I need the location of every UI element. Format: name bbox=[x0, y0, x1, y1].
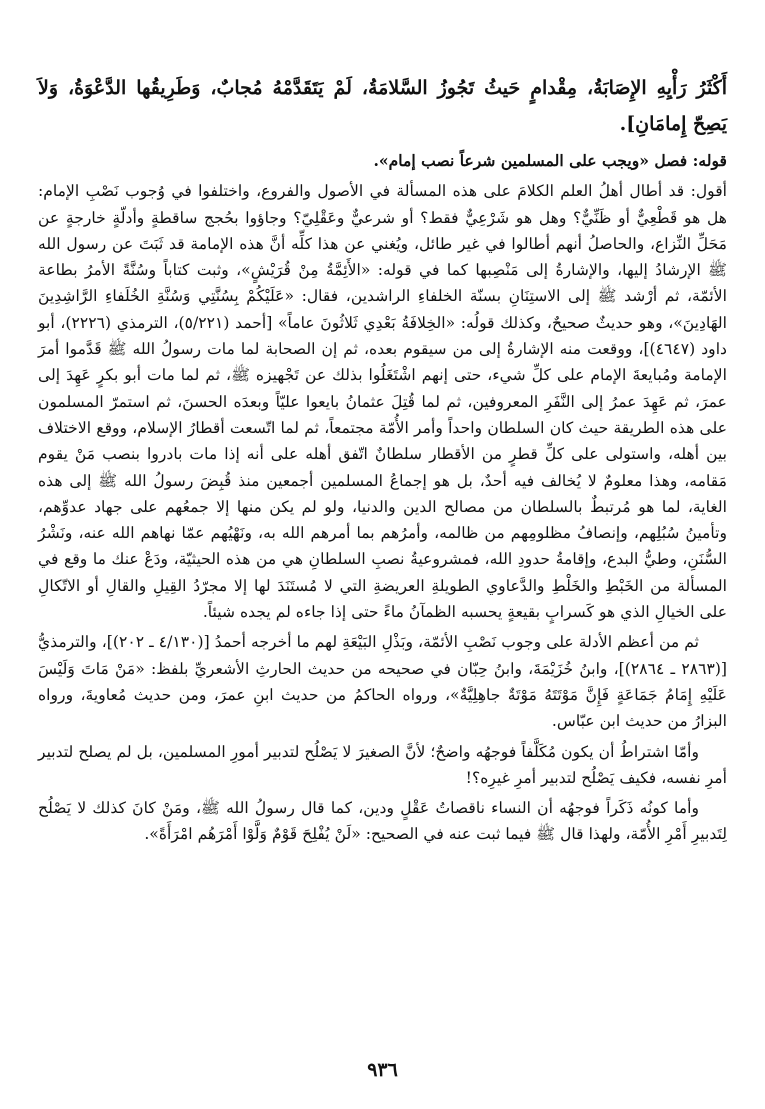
body-paragraph-main: أقول: قد أطال أهلُ العلم الكلامَ على هذه المسألة في الأصول والفروع، واختلفوا في وُجوب نَصْبِ الإمام: هل هو قَطْعِيٌّ أو ظَنِّيٌّ؟ وهل هو شَرْعِيٌّ فقط؟ أو شرعيٌّ وعَقْلِيّ؟ وجاؤوا بحُجج ساقطةٍ وأدلّةٍ خارجةٍ عن مَحَلِّ النِّزاع، والحاصلُ أنهم أطالوا في غير طائل، ويُغني عن هذا كلِّه أنَّ هذه الإمامة قد ثَبَتَ عن رسول الله ﷺ الإرشادُ إليها، والإشارةُ إلى مَنْصِبها كما في قوله: «الأَئِمَّةُ مِنْ قُرَيْشٍ»، وثبت كتاباً وسُنَّةً الأمرُ بطاعة الأئمّة، ثم أرْشد ﷺ إلى الاستِنَانِ بسنّة الخلفاءِ الراشدين، فقال: «عَلَيْكُمْ بِسُنَّتِي وَسُنَّةِ الخُلَفاءِ الرَّاشِدِينَ الهَادِينَ»، وهو حديثٌ صحيحٌ، وكذلك قولُه: «الخِلافَةُ بَعْدِي ثَلاثُونَ عاماً» [أحمد (٥/٢٢١)، الترمذي (٢٢٢٦)، أبو داود (٤٦٤٧)]، ووقعت منه الإشارةُ إلى من سيقوم بعده، ثم إن الصحابة لما مات رسولُ الله ﷺ قَدَّموا أمرَ الإمامة ومُبايعةَ الإمام على كلِّ شيء، حتى إنهم اشْتَغَلُوا بذلك عن تَجْهيزه ﷺ، ثم لما مات أبو بكرٍ عَهِدَ إلى عمرَ، ثم عَهِدَ عمرُ إلى النَّفَرِ المعروفين، ثم لما قُتِلَ عثمانُ بايعوا عليّاً وبعدَه الحسنَ، ثم استمرّ المسلمون على هذه الطريقة حيث كان السلطان واحداً وأمر الأُمّة مجتمعاً، ثم لما اتّسعت أقطارُ الإسلام، ووقع الاختلاف بين أهله، واستولى على كلِّ قطرٍ من الأقطار سلطانٌ اتّفق أهله على أنه إذا مات بادروا بنصب مَنْ يقوم مَقامه، وهذا معلومٌ لا يُخالف فيه أحدٌ، بل هو إجماعُ المسلمين أجمعين منذ قُبِضَ رسولُ الله ﷺ إلى هذه الغاية، لما هو مُرتبطٌ بالسلطان من مصالح الدين والدنيا، ولو لم يكن منها إلا جمعُهم على جهاد عدوِّهم، وتأمينُ سُبُلِهم، وإنصافُ مظلومِهم من ظالمه، وأمرُهم بما أمرهم الله به، ونَهْيُهم عمّا نهاهم الله عنه، ونَشْرُ السُّنَنِ، وطيُّ البدع، وإقامةُ حدودِ الله، فمشروعيةُ نصبِ السلطانِ هي من هذه الحيثيّة، ودَعْ عنك ما وقع في المسألة من الخَبْطِ والخَلْطِ والدَّعاوي الطويلةِ العريضةِ التي لا مُستَنَدَ لها إلا مجرّدُ القِيلِ والقالِ أو الاتّكالِ على الخيالِ الذي هو كَسرابٍ بقيعةٍ يحسبه الظمآنُ ماءً حتى إذا جاءه لم يجده شيئاً. bbox=[38, 182, 727, 622]
opening-text-line: أَكْثَرُ رَأْيِهِ الإِصَابَةُ، مِقْدامٍ حَيثُ تَجُوزُ السَّلامَةُ، لَمْ يَتَقَدَّمْهُ مُجابٌ، وَطَرِيقُها الدَّعْوَةُ، وَلاَ يَصِحّ إِمامَانِ]. bbox=[38, 77, 727, 135]
body-paragraph-gender: وأما كونُه ذَكَراً فوجهُه أن النساء ناقصاتُ عَقْلٍ ودين، كما قال رسولُ الله ﷺ، ومَنْ كانَ كذلك لا يَصْلُح لِتَدبيرِ أَمْرِ الأُمّة، ولهذا قال ﷺ فيما ثبت عنه في الصحيح: «لَنْ يُفْلِحَ قَوْمٌ وَلَّوْا أَمْرَهُم امْرَأَةً». bbox=[38, 799, 727, 844]
body-paragraph-adulthood: وأمّا اشتراطُ أن يكون مُكَلَّفاً فوجهُه واضحٌ؛ لأنَّ الصغيرَ لا يَصْلُح لتدبير أمورِ المسلمين، بل لم يصلح لتدبير أمرِ نفسه، فكيف يَصْلُح لتدبير أمرِ غيرِه؟! bbox=[38, 742, 727, 787]
body-paragraph-evidence: ثم من أعظم الأدلة على وجوب نَصْبِ الأئمّة، وبَذْلِ البَيْعَةِ لهم ما أخرجه أحمدُ [(٤/١٣٠ ـ ٢٠٢)]، والترمذيُّ [(٢٨٦٣ ـ ٢٨٦٤)]، وابنُ خُزَيْمَةَ، وابنُ حِبّان في صحيحه من حديث الحارثِ الأشعريِّ بلفظ: «مَنْ مَاتَ وَلَيْسَ عَلَيْهِ إِمَامُ جَمَاعَةٍ فَإِنَّ مَوْتَتَهُ مَوْتَةٌ جاهِلِيَّةٌ»، ورواه الحاكمُ من حديث ابنِ عمرَ، ومن حديث مُعاويةَ، ورواه البزارُ من حديث ابن عبّاس. bbox=[38, 633, 728, 731]
page-number: ٩٣٦ bbox=[367, 1059, 398, 1081]
section-heading: قوله: فصل «ويجب على المسلمين شرعاً نصب إمام». bbox=[373, 151, 727, 170]
page-body bbox=[38, 70, 727, 1049]
